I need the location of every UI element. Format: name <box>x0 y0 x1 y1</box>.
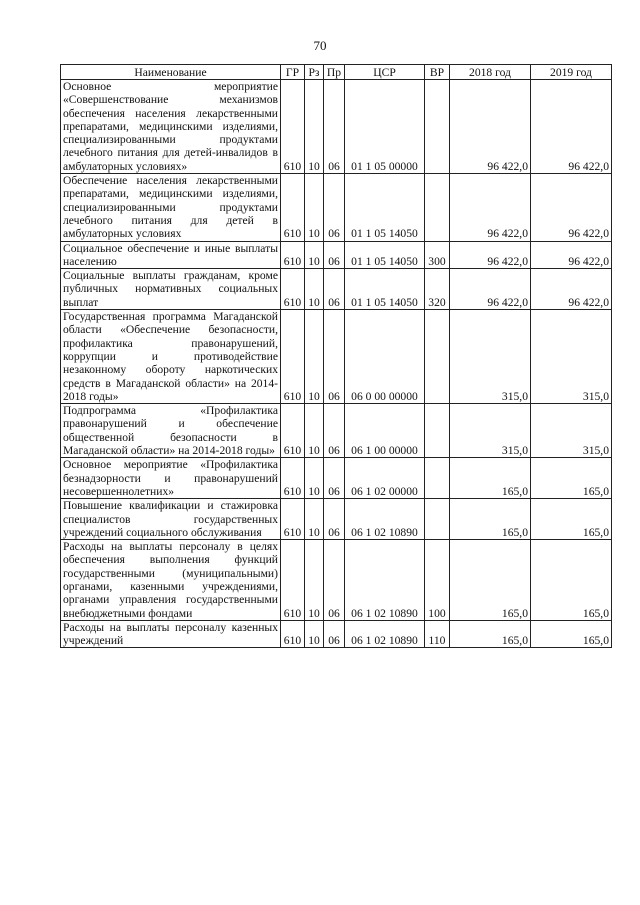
row-vr: 110 <box>425 620 450 648</box>
row-gr: 610 <box>281 404 305 458</box>
row-name: Повышение квалификации и стажировка специалистов государственных учреждений социального обслуживания <box>61 499 281 540</box>
row-name: Расходы на выплаты персоналу в целях обеспечения выполнения функций государственными (муниципальными) органами, казенными учреждениями, органами управления государственными внебюджетными фондами <box>61 540 281 621</box>
table-row <box>61 269 612 310</box>
table-row <box>61 620 612 648</box>
row-name: Государственная программа Магаданской области «Обеспечение безопасности, профилактика правонарушений, коррупции и противодействие незаконному обороту наркотических средств в Магаданской области» на 2014-2018 годы» <box>61 310 281 404</box>
row-2019: 165,0 <box>531 499 612 540</box>
row-2018: 96 422,0 <box>450 269 531 310</box>
table-row <box>61 458 612 499</box>
row-gr: 610 <box>281 540 305 621</box>
row-2018: 165,0 <box>450 620 531 648</box>
row-rz: 10 <box>305 269 324 310</box>
row-vr <box>425 310 450 404</box>
row-csr: 06 1 00 00000 <box>345 404 425 458</box>
table-row <box>61 499 612 540</box>
row-csr: 01 1 05 00000 <box>345 80 425 174</box>
row-pr: 06 <box>324 404 345 458</box>
row-gr: 610 <box>281 241 305 269</box>
row-csr: 01 1 05 14050 <box>345 269 425 310</box>
row-rz: 10 <box>305 540 324 621</box>
row-csr: 06 1 02 10890 <box>345 540 425 621</box>
row-rz: 10 <box>305 310 324 404</box>
row-name: Расходы на выплаты персоналу казенных учреждений <box>61 620 281 648</box>
row-2019: 96 422,0 <box>531 80 612 174</box>
row-csr: 06 0 00 00000 <box>345 310 425 404</box>
row-pr: 06 <box>324 174 345 241</box>
row-2019: 315,0 <box>531 310 612 404</box>
row-gr: 610 <box>281 458 305 499</box>
row-2018: 96 422,0 <box>450 80 531 174</box>
row-name: Основное мероприятие «Совершенствование механизмов обеспечения населения лекарственными препаратами, медицинскими изделиями, специализированными продуктами лечебного питания для детей-инвалидов в амбулаторных условиях» <box>61 80 281 174</box>
header-gr: ГР <box>281 65 305 80</box>
row-rz: 10 <box>305 80 324 174</box>
row-2018: 165,0 <box>450 540 531 621</box>
table-row <box>61 80 612 174</box>
budget-table <box>60 64 612 648</box>
row-vr <box>425 80 450 174</box>
row-gr: 610 <box>281 620 305 648</box>
row-vr <box>425 499 450 540</box>
row-2019: 96 422,0 <box>531 269 612 310</box>
row-2019: 96 422,0 <box>531 174 612 241</box>
row-pr: 06 <box>324 241 345 269</box>
row-rz: 10 <box>305 241 324 269</box>
row-csr: 01 1 05 14050 <box>345 174 425 241</box>
row-pr: 06 <box>324 499 345 540</box>
row-vr: 320 <box>425 269 450 310</box>
row-2018: 315,0 <box>450 404 531 458</box>
row-2018: 96 422,0 <box>450 241 531 269</box>
row-gr: 610 <box>281 269 305 310</box>
row-name: Подпрограмма «Профилактика правонарушений и обеспечение общественной безопасности в Магаданской области» на 2014-2018 годы» <box>61 404 281 458</box>
row-pr: 06 <box>324 80 345 174</box>
row-vr <box>425 174 450 241</box>
row-vr: 300 <box>425 241 450 269</box>
row-name: Социальные выплаты гражданам, кроме публичных нормативных социальных выплат <box>61 269 281 310</box>
table-row <box>61 404 612 458</box>
table-row <box>61 174 612 241</box>
row-rz: 10 <box>305 499 324 540</box>
row-pr: 06 <box>324 458 345 499</box>
page-number: 70 <box>313 38 327 53</box>
header-rz: Рз <box>305 65 324 80</box>
row-rz: 10 <box>305 404 324 458</box>
row-2019: 165,0 <box>531 540 612 621</box>
table-header-row <box>61 65 612 80</box>
row-gr: 610 <box>281 80 305 174</box>
header-vr: ВР <box>425 65 450 80</box>
row-2018: 96 422,0 <box>450 174 531 241</box>
row-2019: 96 422,0 <box>531 241 612 269</box>
row-name: Обеспечение населения лекарственными препаратами, медицинскими изделиями, специализированными продуктами лечебного питания для детей в амбулаторных условиях <box>61 174 281 241</box>
row-rz: 10 <box>305 458 324 499</box>
row-rz: 10 <box>305 620 324 648</box>
table-row <box>61 540 612 621</box>
row-pr: 06 <box>324 540 345 621</box>
row-2018: 165,0 <box>450 458 531 499</box>
row-csr: 06 1 02 10890 <box>345 499 425 540</box>
row-name: Основное мероприятие «Профилактика безнадзорности и правонарушений несовершеннолетних» <box>61 458 281 499</box>
row-csr: 01 1 05 14050 <box>345 241 425 269</box>
header-name: Наименование <box>61 65 281 80</box>
row-2019: 165,0 <box>531 620 612 648</box>
row-csr: 06 1 02 10890 <box>345 620 425 648</box>
header-2019: 2019 год <box>531 65 612 80</box>
row-gr: 610 <box>281 174 305 241</box>
row-vr <box>425 458 450 499</box>
row-2019: 165,0 <box>531 458 612 499</box>
row-vr <box>425 404 450 458</box>
header-2018: 2018 год <box>450 65 531 80</box>
row-name: Социальное обеспечение и иные выплаты населению <box>61 241 281 269</box>
row-2018: 165,0 <box>450 499 531 540</box>
row-2019: 315,0 <box>531 404 612 458</box>
row-gr: 610 <box>281 499 305 540</box>
row-csr: 06 1 02 00000 <box>345 458 425 499</box>
row-gr: 610 <box>281 310 305 404</box>
row-pr: 06 <box>324 310 345 404</box>
header-pr: Пр <box>324 65 345 80</box>
table-body <box>61 80 612 648</box>
table-row <box>61 310 612 404</box>
row-2018: 315,0 <box>450 310 531 404</box>
row-pr: 06 <box>324 620 345 648</box>
header-csr: ЦСР <box>345 65 425 80</box>
row-vr: 100 <box>425 540 450 621</box>
table-row <box>61 241 612 269</box>
row-pr: 06 <box>324 269 345 310</box>
row-rz: 10 <box>305 174 324 241</box>
